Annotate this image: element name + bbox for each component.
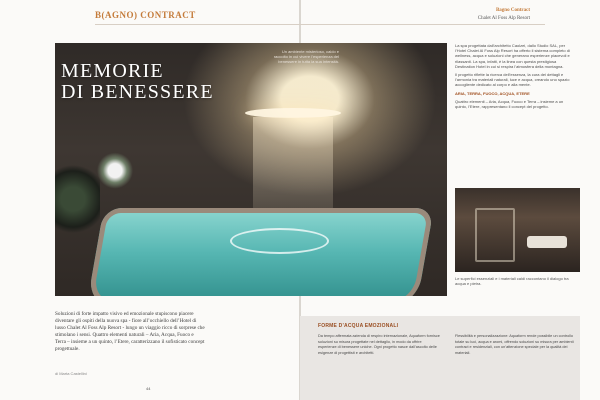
photo-caption: Un ambiente misterioso, caldo e raccolto in cui vivere l’esperienza del benessere in tutta la sua intensità. [273,49,339,64]
section-title: B(AGNO) CONTRACT [95,10,196,20]
washbasin [527,236,567,248]
page-number: 44 [146,386,151,391]
photo-title-line-1: MEMORIE [61,60,164,82]
article-subheading: ARIA, TERRA, FUOCO, ACQUA, ETERE [455,90,530,96]
photo-title-line-2: DI BENESSERE [61,81,214,103]
author-credit: di Marta Castellini [55,371,87,376]
article-column [455,43,575,112]
bathroom-photo-caption: Le superfici essenziali e i materiali caldi raccontano il dialogo tra acqua e pietra. [455,276,569,286]
article-paragraph: Quattro elementi – Aria, Acqua, Fuoco e Terra – insieme a un quinto, l’Etere, rappresentano il concept del progetto. [455,98,564,109]
spa-pool-photo [55,43,447,296]
sidebar-box-column-1: Da tempo affermata azienda di respiro internazionale, Aquaform fornisce soluzioni su misura progettate nel dettaglio, in modo da offrire esperienze di benessere uniche. Ogni progetto nasce dall’ascolto delle esigenze di progettisti e architetti. [318,334,440,355]
brand-label: Bagno Contract [495,8,530,13]
brand-subtitle: Chalet Al Foss Alp Resort [477,16,530,21]
shower-enclosure [475,208,515,262]
bathroom-photo [455,188,580,272]
article-paragraph: Il progetto riflette la ricerca dell’essenza, la cura dei dettagli e l’armonia tra materiali naturali, luce e acqua, creando uno spazio accogliente dedicato al corpo e alla mente. [455,71,570,88]
sidebar-box-column-2: Flessibilità e personalizzazione: Aquaform rende possibile un controllo totale su luci, acqua e aromi, offrendo soluzioni su misura per ambienti contract e residenziali, con un’attenzione speciale per la qualità dei materiali. [455,334,574,355]
sidebar-box-title: FORME D’ACQUA EMOZIONALI [318,323,399,329]
decorative-plant [55,163,100,283]
lead-paragraph: Soluzioni di forte impatto visivo ed emozionale stupiscono piacere diventare gli ospiti della nuova spa - fiore all’occhiello dell’Hotel di lusso Chalet Al Foss Alp Resort - lungo un viaggio ricco di sorprese che stimolano i sensi. Quattro elementi naturali – Aria, Acqua, Fuoco e Terra – insieme a un quinto, l’Etere, caratterizzano il sofisticato concept progettuale. [55,311,205,353]
header-divider [95,24,545,25]
sidebar-box [300,316,580,400]
article-paragraph: La spa progettata dall’architetto Caolzei, dallo Studio SAL, per l’Hotel Chalet Al Foss Alp Resort ha offerto il sistema completo di wellness, acqua e soluzioni che generano esperienze piacevoli e rilassanti. La spa, infatti, è la linea con questa prestigiosa Destination Hotel in cui si respira l’atmosfera della montagna. [455,43,570,69]
pool-light-ring [230,228,329,254]
photo-title [61,61,214,103]
